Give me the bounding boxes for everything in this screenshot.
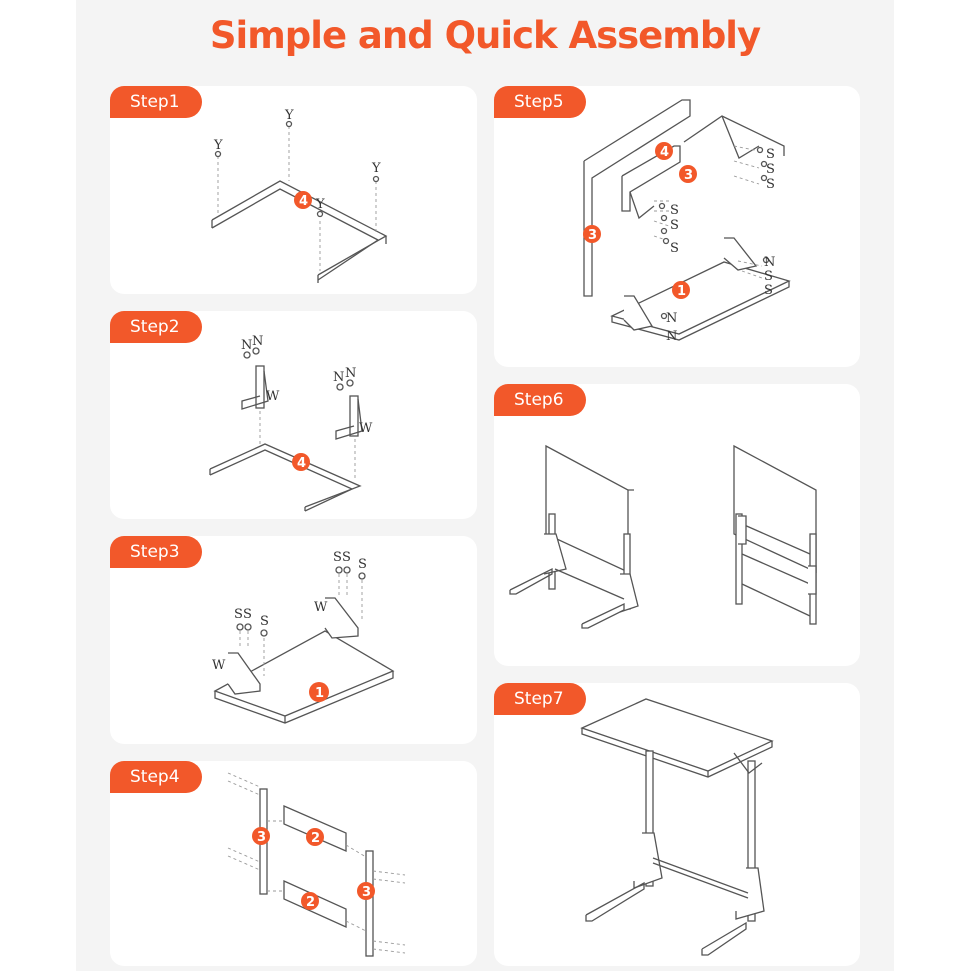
part-label: N xyxy=(333,370,345,385)
callout-number: 2 xyxy=(306,895,316,910)
part-label: N xyxy=(666,311,678,326)
part-label: S xyxy=(766,162,775,177)
step-1-tag: Step1 xyxy=(110,86,202,118)
part-label: Y xyxy=(285,108,294,123)
page-title: Simple and Quick Assembly xyxy=(209,14,761,57)
step-7-tag: Step7 xyxy=(494,683,586,715)
part-label: S xyxy=(243,607,252,622)
step-3-card xyxy=(110,536,477,744)
part-label: S xyxy=(670,241,679,256)
step-5-tag: Step5 xyxy=(494,86,586,118)
part-label: S xyxy=(764,283,773,298)
part-label: W xyxy=(212,658,226,673)
part-label: S xyxy=(234,607,243,622)
step-7-card xyxy=(494,683,860,966)
step-2-tag: Step2 xyxy=(110,311,202,343)
callout-number: 3 xyxy=(362,885,372,900)
callout-number: 1 xyxy=(315,686,325,701)
step-6-tag: Step6 xyxy=(494,384,586,416)
callout-number: 4 xyxy=(299,194,309,209)
callout-number: 1 xyxy=(677,284,687,299)
step-4-tag: Step4 xyxy=(110,761,202,793)
part-label: N xyxy=(666,329,678,344)
part-label: S xyxy=(260,614,269,629)
step-5-card xyxy=(494,86,860,367)
step-6-diagram xyxy=(494,384,860,666)
part-label: W xyxy=(359,421,373,436)
part-label: N xyxy=(345,366,357,381)
part-label: W xyxy=(314,600,328,615)
step-7-diagram xyxy=(494,683,860,966)
callout-number: 3 xyxy=(684,168,694,183)
part-label: N xyxy=(241,338,253,353)
part-label: S xyxy=(766,177,775,192)
part-label: S xyxy=(342,550,351,565)
part-label: S xyxy=(670,218,679,233)
part-label: S xyxy=(764,269,773,284)
part-label: S xyxy=(333,550,342,565)
part-label: N xyxy=(764,255,776,270)
part-label: W xyxy=(266,389,280,404)
step-1-card xyxy=(110,86,477,294)
part-label: N xyxy=(252,334,264,349)
callout-number: 4 xyxy=(297,456,307,471)
part-label: Y xyxy=(316,197,325,212)
part-label: Y xyxy=(372,161,381,176)
step-2-card xyxy=(110,311,477,519)
step-3-tag: Step3 xyxy=(110,536,202,568)
part-label: S xyxy=(766,147,775,162)
callout-number: 2 xyxy=(311,831,321,846)
step-4-card xyxy=(110,761,477,966)
part-label: S xyxy=(358,557,367,572)
callout-number: 3 xyxy=(257,830,267,845)
step-5-diagram xyxy=(494,86,860,367)
part-label: S xyxy=(670,203,679,218)
callout-number: 3 xyxy=(588,228,598,243)
step-6-card xyxy=(494,384,860,666)
callout-number: 4 xyxy=(660,145,670,160)
part-label: Y xyxy=(214,138,223,153)
